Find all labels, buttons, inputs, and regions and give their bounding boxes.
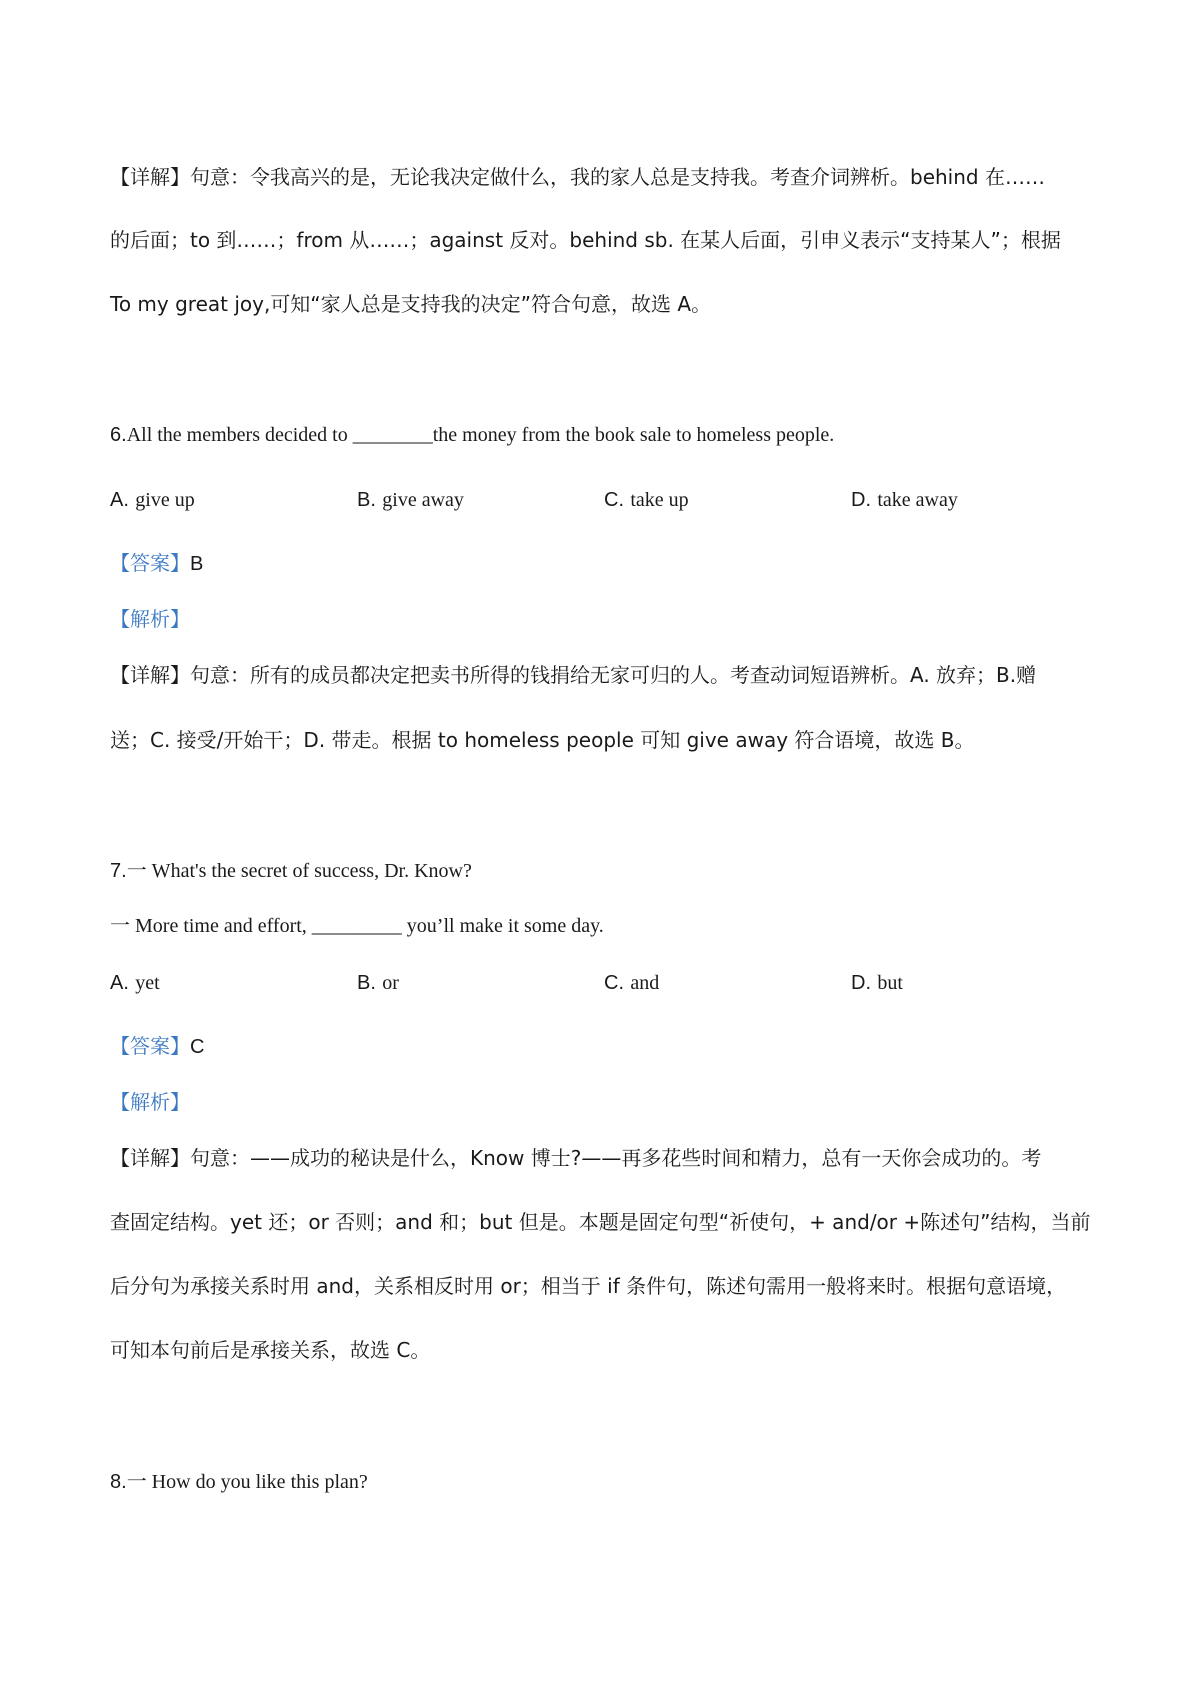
q6-answer: [110, 549, 203, 578]
q6-answer-value: B: [190, 553, 204, 575]
q7-answer: [110, 1032, 204, 1061]
q6-option-b: B. give away: [357, 489, 464, 511]
q7-option-c: C. and: [604, 972, 660, 994]
q7-explain-line3: 后分句为承接关系时用 and，关系相反时用 or；相当于 if 条件句，陈述句需用一般将来时。根据句意语境，: [110, 1274, 1067, 1298]
q7-answer-value: C: [190, 1036, 205, 1058]
q6-stem: [110, 420, 834, 449]
q7-option-d: D. but: [851, 972, 903, 994]
q7-explain-line1: 【详解】句意：——成功的秘诀是什么，Know 博士?——再多花些时间和精力，总有一天你会成功的。考: [110, 1146, 1042, 1170]
q7-stem2: 一 More time and effort, _________ you’ll make it some day.: [110, 915, 604, 937]
q7-option-a: A. yet: [110, 972, 160, 994]
q7-analysis-label: 【解析】: [110, 1090, 190, 1114]
q6-answer-label: 【答案】: [110, 551, 190, 575]
q8-number: 8.: [110, 1471, 127, 1493]
q7-stem-text: 一 What's the secret of success, Dr. Know?: [126, 860, 472, 882]
q7-number: 7.: [110, 860, 127, 882]
q5-explain-line2: 的后面；to 到……；from 从……；against 反对。behind sb. 在某人后面，引申义表示“支持某人”；根据: [110, 228, 1061, 252]
q8-stem-text: 一 How do you like this plan?: [126, 1471, 368, 1493]
q6-stem-text: All the members decided to ________the money from the book sale to homeless people.: [126, 424, 835, 446]
q7-stem: [110, 856, 472, 885]
q8-stem: [110, 1467, 368, 1496]
q7-option-b: B. or: [357, 972, 399, 994]
q6-number: 6.: [110, 424, 127, 446]
q7-explain-line2: 查固定结构。yet 还；or 否则；and 和；but 但是。本题是固定句型“祈使句，+ and/or +陈述句”结构，当前: [110, 1210, 1091, 1234]
q5-explain-line3: To my great joy,可知“家人总是支持我的决定”符合句意，故选 A。: [110, 292, 712, 316]
q7-explain-line4: 可知本句前后是承接关系，故选 C。: [110, 1338, 431, 1362]
q6-analysis-label: 【解析】: [110, 607, 190, 631]
q6-option-d: D. take away: [851, 489, 958, 511]
q5-explain-line1: 【详解】句意：令我高兴的是，无论我决定做什么，我的家人总是支持我。考查介词辨析。behind 在……: [110, 165, 1045, 189]
q7-answer-label: 【答案】: [110, 1034, 190, 1058]
q6-explain-line1: 【详解】句意：所有的成员都决定把卖书所得的钱捐给无家可归的人。考查动词短语辨析。A. 放弃；B.赠: [110, 663, 1037, 687]
q6-option-a: A. give up: [110, 489, 195, 511]
q6-option-c: C. take up: [604, 489, 689, 511]
q6-explain-line2: 送；C. 接受/开始干；D. 带走。根据 to homeless people 可知 give away 符合语境，故选 B。: [110, 728, 975, 752]
